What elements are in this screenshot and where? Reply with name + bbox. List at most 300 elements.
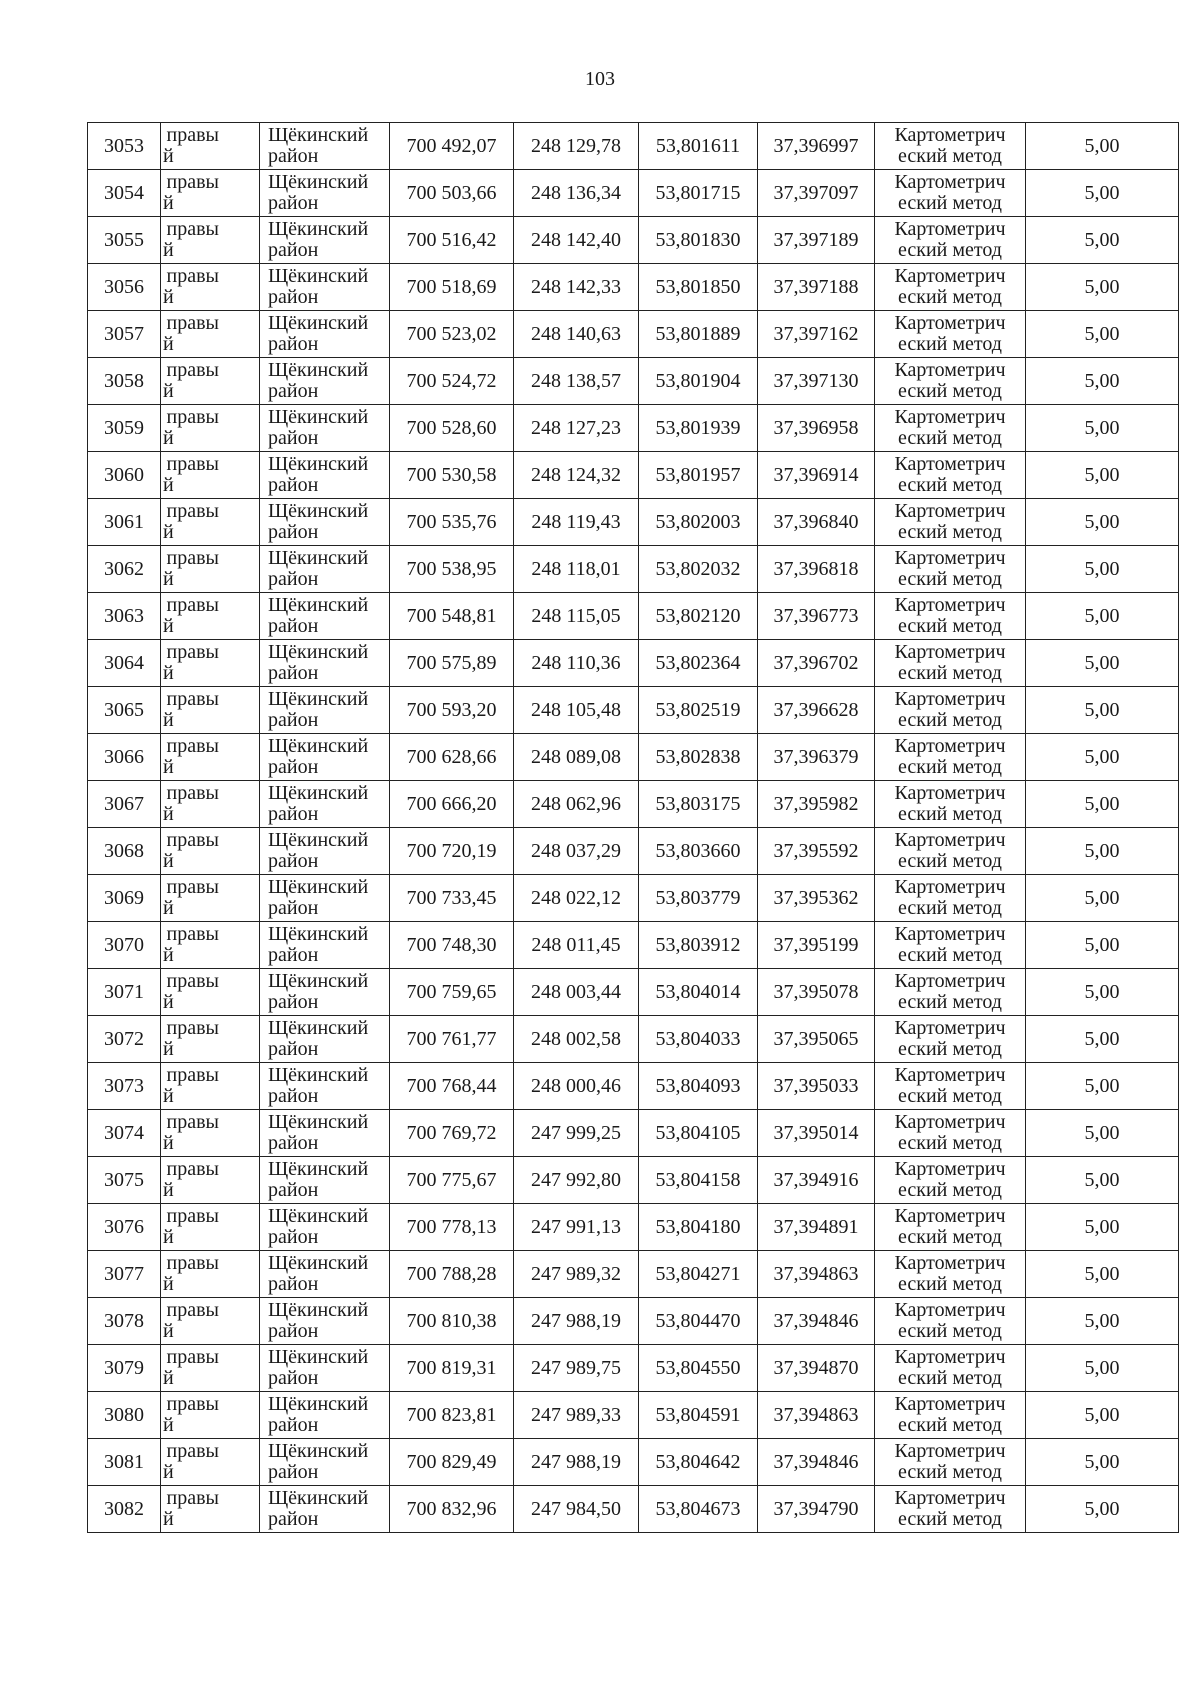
method-cell <box>875 1439 1026 1486</box>
district-line2: район <box>268 474 319 496</box>
error-cell: 5,00 <box>1026 499 1179 546</box>
point-number-cell: 3079 <box>88 1345 161 1392</box>
point-number-cell: 3058 <box>88 358 161 405</box>
district-line2: район <box>268 897 319 919</box>
bank-line2: й <box>163 1367 174 1389</box>
district-cell <box>260 1298 390 1345</box>
method-line1: Картометрич <box>894 171 1006 193</box>
point-number-cell: 3061 <box>88 499 161 546</box>
table-row <box>88 969 1179 1016</box>
bank-cell <box>161 1251 260 1298</box>
longitude-cell: 37,396702 <box>758 640 875 687</box>
bank-line2: й <box>163 662 174 684</box>
x-coordinate-cell: 700 775,67 <box>390 1157 514 1204</box>
x-coordinate-cell: 700 575,89 <box>390 640 514 687</box>
method-cell <box>875 264 1026 311</box>
district-line1: Щёкинский <box>268 1346 369 1368</box>
longitude-cell: 37,394863 <box>758 1251 875 1298</box>
bank-line1: правы <box>166 688 219 710</box>
error-cell: 5,00 <box>1026 170 1179 217</box>
method-cell <box>875 1157 1026 1204</box>
table-row <box>88 1016 1179 1063</box>
x-coordinate-cell: 700 666,20 <box>390 781 514 828</box>
bank-cell <box>161 1298 260 1345</box>
bank-line2: й <box>163 709 174 731</box>
bank-cell <box>161 1063 260 1110</box>
x-coordinate-cell: 700 516,42 <box>390 217 514 264</box>
bank-line1: правы <box>166 1346 219 1368</box>
error-cell: 5,00 <box>1026 358 1179 405</box>
bank-line1: правы <box>166 782 219 804</box>
district-cell <box>260 1204 390 1251</box>
point-number-cell: 3069 <box>88 875 161 922</box>
y-coordinate-cell: 248 142,40 <box>514 217 639 264</box>
method-line1: Картометрич <box>894 782 1006 804</box>
table-row <box>88 640 1179 687</box>
bank-line2: й <box>163 991 174 1013</box>
table-row <box>88 546 1179 593</box>
district-cell <box>260 1439 390 1486</box>
bank-line1: правы <box>166 829 219 851</box>
method-line2: еский метод <box>898 756 1002 778</box>
bank-line1: правы <box>166 265 219 287</box>
method-line2: еский метод <box>898 568 1002 590</box>
point-number-cell: 3070 <box>88 922 161 969</box>
x-coordinate-cell: 700 768,44 <box>390 1063 514 1110</box>
district-cell <box>260 828 390 875</box>
method-line1: Картометрич <box>894 312 1006 334</box>
x-coordinate-cell: 700 810,38 <box>390 1298 514 1345</box>
latitude-cell: 53,801957 <box>639 452 758 499</box>
district-line1: Щёкинский <box>268 1393 369 1415</box>
method-line1: Картометрич <box>894 876 1006 898</box>
coordinates-table <box>87 122 1179 1533</box>
bank-line2: й <box>163 897 174 919</box>
district-cell <box>260 687 390 734</box>
error-cell: 5,00 <box>1026 875 1179 922</box>
table-row <box>88 1157 1179 1204</box>
bank-line1: правы <box>166 406 219 428</box>
bank-cell <box>161 1439 260 1486</box>
district-cell <box>260 734 390 781</box>
table-row <box>88 1251 1179 1298</box>
bank-line1: правы <box>166 312 219 334</box>
longitude-cell: 37,395592 <box>758 828 875 875</box>
method-cell <box>875 593 1026 640</box>
district-cell <box>260 922 390 969</box>
district-line2: район <box>268 286 319 308</box>
method-line1: Картометрич <box>894 124 1006 146</box>
bank-cell <box>161 1110 260 1157</box>
method-line2: еский метод <box>898 1085 1002 1107</box>
district-line1: Щёкинский <box>268 923 369 945</box>
bank-cell <box>161 546 260 593</box>
x-coordinate-cell: 700 832,96 <box>390 1486 514 1533</box>
point-number-cell: 3078 <box>88 1298 161 1345</box>
bank-line1: правы <box>166 500 219 522</box>
error-cell: 5,00 <box>1026 405 1179 452</box>
longitude-cell: 37,394846 <box>758 1298 875 1345</box>
table-row <box>88 1298 1179 1345</box>
error-cell: 5,00 <box>1026 969 1179 1016</box>
method-line1: Картометрич <box>894 1017 1006 1039</box>
point-number-cell: 3054 <box>88 170 161 217</box>
point-number-cell: 3077 <box>88 1251 161 1298</box>
district-line1: Щёкинский <box>268 218 369 240</box>
longitude-cell: 37,394846 <box>758 1439 875 1486</box>
bank-cell <box>161 1204 260 1251</box>
latitude-cell: 53,803175 <box>639 781 758 828</box>
y-coordinate-cell: 248 000,46 <box>514 1063 639 1110</box>
bank-line1: правы <box>166 923 219 945</box>
y-coordinate-cell: 247 989,33 <box>514 1392 639 1439</box>
bank-line2: й <box>163 850 174 872</box>
bank-line2: й <box>163 427 174 449</box>
method-line2: еский метод <box>898 1414 1002 1436</box>
longitude-cell: 37,397130 <box>758 358 875 405</box>
district-cell <box>260 1157 390 1204</box>
x-coordinate-cell: 700 748,30 <box>390 922 514 969</box>
x-coordinate-cell: 700 819,31 <box>390 1345 514 1392</box>
district-line1: Щёкинский <box>268 1205 369 1227</box>
district-line1: Щёкинский <box>268 970 369 992</box>
method-line2: еский метод <box>898 944 1002 966</box>
point-number-cell: 3056 <box>88 264 161 311</box>
y-coordinate-cell: 248 140,63 <box>514 311 639 358</box>
district-line1: Щёкинский <box>268 312 369 334</box>
y-coordinate-cell: 248 002,58 <box>514 1016 639 1063</box>
point-number-cell: 3053 <box>88 123 161 170</box>
bank-cell <box>161 358 260 405</box>
latitude-cell: 53,804470 <box>639 1298 758 1345</box>
table-row <box>88 311 1179 358</box>
district-line2: район <box>268 145 319 167</box>
y-coordinate-cell: 248 136,34 <box>514 170 639 217</box>
bank-line1: правы <box>166 1299 219 1321</box>
district-cell <box>260 781 390 828</box>
district-cell <box>260 123 390 170</box>
method-line1: Картометрич <box>894 1158 1006 1180</box>
method-line2: еский метод <box>898 521 1002 543</box>
table-row <box>88 922 1179 969</box>
table-row <box>88 405 1179 452</box>
method-cell <box>875 1063 1026 1110</box>
method-cell <box>875 1110 1026 1157</box>
table-row <box>88 1063 1179 1110</box>
bank-line1: правы <box>166 1440 219 1462</box>
district-cell <box>260 1345 390 1392</box>
district-line1: Щёкинский <box>268 876 369 898</box>
bank-cell <box>161 640 260 687</box>
district-line2: район <box>268 1038 319 1060</box>
method-line1: Картометрич <box>894 594 1006 616</box>
table-row <box>88 593 1179 640</box>
table-row <box>88 1392 1179 1439</box>
point-number-cell: 3064 <box>88 640 161 687</box>
bank-line2: й <box>163 192 174 214</box>
bank-line2: й <box>163 1085 174 1107</box>
longitude-cell: 37,395014 <box>758 1110 875 1157</box>
error-cell: 5,00 <box>1026 1251 1179 1298</box>
y-coordinate-cell: 248 110,36 <box>514 640 639 687</box>
method-cell <box>875 1298 1026 1345</box>
method-cell <box>875 828 1026 875</box>
error-cell: 5,00 <box>1026 593 1179 640</box>
latitude-cell: 53,801939 <box>639 405 758 452</box>
method-line1: Картометрич <box>894 453 1006 475</box>
error-cell: 5,00 <box>1026 1439 1179 1486</box>
district-line1: Щёкинский <box>268 265 369 287</box>
latitude-cell: 53,804180 <box>639 1204 758 1251</box>
method-line1: Картометрич <box>894 1205 1006 1227</box>
longitude-cell: 37,396628 <box>758 687 875 734</box>
table-row <box>88 828 1179 875</box>
y-coordinate-cell: 248 089,08 <box>514 734 639 781</box>
point-number-cell: 3073 <box>88 1063 161 1110</box>
latitude-cell: 53,804093 <box>639 1063 758 1110</box>
bank-line2: й <box>163 286 174 308</box>
y-coordinate-cell: 248 037,29 <box>514 828 639 875</box>
longitude-cell: 37,394790 <box>758 1486 875 1533</box>
error-cell: 5,00 <box>1026 687 1179 734</box>
point-number-cell: 3057 <box>88 311 161 358</box>
error-cell: 5,00 <box>1026 217 1179 264</box>
method-cell <box>875 1251 1026 1298</box>
x-coordinate-cell: 700 733,45 <box>390 875 514 922</box>
method-line1: Картометрич <box>894 1440 1006 1462</box>
latitude-cell: 53,801850 <box>639 264 758 311</box>
point-number-cell: 3075 <box>88 1157 161 1204</box>
error-cell: 5,00 <box>1026 922 1179 969</box>
bank-cell <box>161 969 260 1016</box>
method-cell <box>875 781 1026 828</box>
district-line1: Щёкинский <box>268 124 369 146</box>
longitude-cell: 37,396840 <box>758 499 875 546</box>
table-row <box>88 358 1179 405</box>
district-cell <box>260 1016 390 1063</box>
bank-cell <box>161 1016 260 1063</box>
method-line2: еский метод <box>898 427 1002 449</box>
error-cell: 5,00 <box>1026 452 1179 499</box>
district-cell <box>260 264 390 311</box>
error-cell: 5,00 <box>1026 1110 1179 1157</box>
table-row <box>88 1204 1179 1251</box>
table-row <box>88 687 1179 734</box>
latitude-cell: 53,802519 <box>639 687 758 734</box>
bank-cell <box>161 1392 260 1439</box>
y-coordinate-cell: 248 138,57 <box>514 358 639 405</box>
bank-line2: й <box>163 474 174 496</box>
district-line1: Щёкинский <box>268 406 369 428</box>
method-cell <box>875 1486 1026 1533</box>
method-line1: Картометрич <box>894 1393 1006 1415</box>
district-cell <box>260 1392 390 1439</box>
method-line1: Картометрич <box>894 641 1006 663</box>
longitude-cell: 37,395982 <box>758 781 875 828</box>
district-line2: район <box>268 380 319 402</box>
bank-cell <box>161 217 260 264</box>
district-line2: район <box>268 1179 319 1201</box>
bank-line2: й <box>163 944 174 966</box>
bank-line2: й <box>163 615 174 637</box>
table-row <box>88 170 1179 217</box>
method-line2: еский метод <box>898 286 1002 308</box>
x-coordinate-cell: 700 829,49 <box>390 1439 514 1486</box>
bank-cell <box>161 781 260 828</box>
x-coordinate-cell: 700 720,19 <box>390 828 514 875</box>
district-line1: Щёкинский <box>268 453 369 475</box>
y-coordinate-cell: 247 988,19 <box>514 1439 639 1486</box>
method-line1: Картометрич <box>894 923 1006 945</box>
district-line1: Щёкинский <box>268 1158 369 1180</box>
x-coordinate-cell: 700 503,66 <box>390 170 514 217</box>
latitude-cell: 53,804033 <box>639 1016 758 1063</box>
table-row <box>88 781 1179 828</box>
y-coordinate-cell: 248 011,45 <box>514 922 639 969</box>
method-line1: Картометрич <box>894 1252 1006 1274</box>
method-cell <box>875 734 1026 781</box>
method-cell <box>875 452 1026 499</box>
table-row <box>88 1110 1179 1157</box>
table-row <box>88 123 1179 170</box>
x-coordinate-cell: 700 778,13 <box>390 1204 514 1251</box>
district-cell <box>260 217 390 264</box>
point-number-cell: 3055 <box>88 217 161 264</box>
method-line1: Картометрич <box>894 359 1006 381</box>
district-line2: район <box>268 427 319 449</box>
error-cell: 5,00 <box>1026 1298 1179 1345</box>
latitude-cell: 53,804158 <box>639 1157 758 1204</box>
latitude-cell: 53,804105 <box>639 1110 758 1157</box>
latitude-cell: 53,804673 <box>639 1486 758 1533</box>
district-line1: Щёкинский <box>268 782 369 804</box>
bank-cell <box>161 687 260 734</box>
bank-line1: правы <box>166 1111 219 1133</box>
district-line1: Щёкинский <box>268 500 369 522</box>
method-line2: еский метод <box>898 803 1002 825</box>
bank-line2: й <box>163 333 174 355</box>
bank-line2: й <box>163 380 174 402</box>
method-line2: еский метод <box>898 333 1002 355</box>
latitude-cell: 53,804271 <box>639 1251 758 1298</box>
latitude-cell: 53,804642 <box>639 1439 758 1486</box>
bank-line2: й <box>163 239 174 261</box>
method-line2: еский метод <box>898 192 1002 214</box>
longitude-cell: 37,397188 <box>758 264 875 311</box>
district-line2: район <box>268 662 319 684</box>
method-cell <box>875 170 1026 217</box>
method-line1: Картометрич <box>894 735 1006 757</box>
bank-cell <box>161 123 260 170</box>
method-cell <box>875 1392 1026 1439</box>
point-number-cell: 3080 <box>88 1392 161 1439</box>
bank-line1: правы <box>166 453 219 475</box>
table-row <box>88 452 1179 499</box>
bank-line1: правы <box>166 641 219 663</box>
method-cell <box>875 358 1026 405</box>
method-line1: Картометрич <box>894 1346 1006 1368</box>
method-cell <box>875 405 1026 452</box>
y-coordinate-cell: 248 115,05 <box>514 593 639 640</box>
district-line2: район <box>268 568 319 590</box>
page-number: 103 <box>585 68 615 90</box>
latitude-cell: 53,802838 <box>639 734 758 781</box>
district-line2: район <box>268 1226 319 1248</box>
district-line2: район <box>268 615 319 637</box>
district-cell <box>260 311 390 358</box>
bank-cell <box>161 922 260 969</box>
method-line2: еский метод <box>898 1132 1002 1154</box>
method-cell <box>875 499 1026 546</box>
district-line2: район <box>268 1132 319 1154</box>
longitude-cell: 37,394891 <box>758 1204 875 1251</box>
method-line1: Картометрич <box>894 829 1006 851</box>
y-coordinate-cell: 248 003,44 <box>514 969 639 1016</box>
district-line1: Щёкинский <box>268 688 369 710</box>
method-line2: еский метод <box>898 709 1002 731</box>
district-cell <box>260 640 390 687</box>
bank-line1: правы <box>166 359 219 381</box>
district-line2: район <box>268 1085 319 1107</box>
district-line1: Щёкинский <box>268 1111 369 1133</box>
error-cell: 5,00 <box>1026 1392 1179 1439</box>
y-coordinate-cell: 247 992,80 <box>514 1157 639 1204</box>
district-line2: район <box>268 803 319 825</box>
method-line2: еский метод <box>898 380 1002 402</box>
error-cell: 5,00 <box>1026 546 1179 593</box>
point-number-cell: 3071 <box>88 969 161 1016</box>
latitude-cell: 53,803912 <box>639 922 758 969</box>
longitude-cell: 37,395033 <box>758 1063 875 1110</box>
y-coordinate-cell: 248 142,33 <box>514 264 639 311</box>
y-coordinate-cell: 247 989,32 <box>514 1251 639 1298</box>
longitude-cell: 37,395362 <box>758 875 875 922</box>
district-line2: район <box>268 333 319 355</box>
bank-cell <box>161 875 260 922</box>
error-cell: 5,00 <box>1026 1063 1179 1110</box>
district-line2: район <box>268 709 319 731</box>
longitude-cell: 37,397097 <box>758 170 875 217</box>
method-line2: еский метод <box>898 897 1002 919</box>
district-line1: Щёкинский <box>268 641 369 663</box>
bank-line2: й <box>163 1226 174 1248</box>
bank-line2: й <box>163 1273 174 1295</box>
method-line1: Картометрич <box>894 265 1006 287</box>
bank-line2: й <box>163 521 174 543</box>
longitude-cell: 37,396997 <box>758 123 875 170</box>
x-coordinate-cell: 700 761,77 <box>390 1016 514 1063</box>
district-line1: Щёкинский <box>268 171 369 193</box>
bank-line2: й <box>163 1508 174 1530</box>
district-cell <box>260 593 390 640</box>
bank-cell <box>161 452 260 499</box>
latitude-cell: 53,801830 <box>639 217 758 264</box>
x-coordinate-cell: 700 518,69 <box>390 264 514 311</box>
district-line2: район <box>268 192 319 214</box>
method-line1: Картометрич <box>894 1111 1006 1133</box>
method-line2: еский метод <box>898 1179 1002 1201</box>
error-cell: 5,00 <box>1026 781 1179 828</box>
x-coordinate-cell: 700 528,60 <box>390 405 514 452</box>
table-row <box>88 264 1179 311</box>
district-cell <box>260 546 390 593</box>
district-line1: Щёкинский <box>268 1487 369 1509</box>
latitude-cell: 53,801889 <box>639 311 758 358</box>
bank-line2: й <box>163 1320 174 1342</box>
longitude-cell: 37,394916 <box>758 1157 875 1204</box>
latitude-cell: 53,804591 <box>639 1392 758 1439</box>
bank-cell <box>161 593 260 640</box>
